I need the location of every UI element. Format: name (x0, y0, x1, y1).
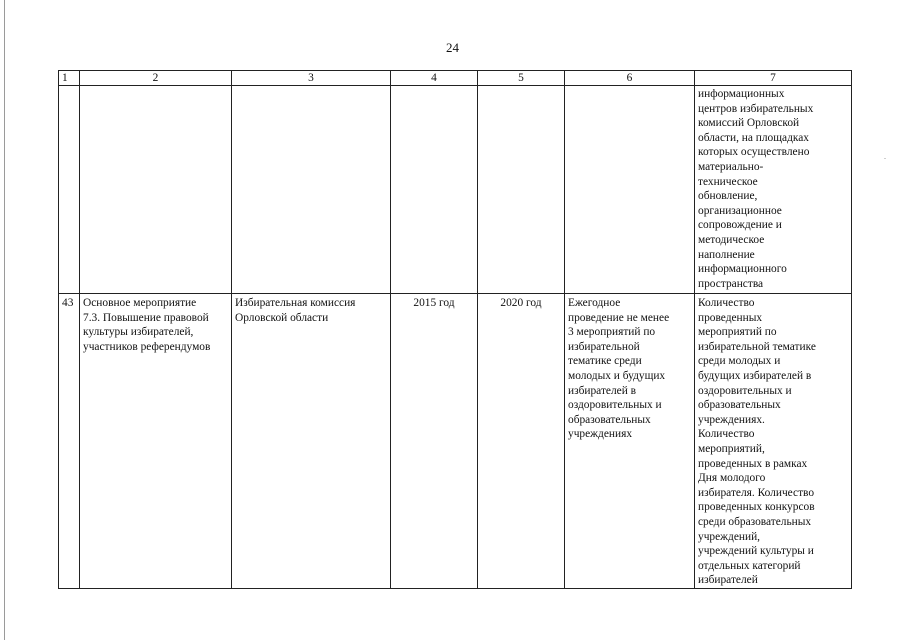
indicators-cell: Количество проведенных мероприятий по избирательной тематике среди молодых и будущих избирателей в оздоровительных и образовательных учреждениях. Количество мероприятий, проведенных в рамках Дня молодого избирателя. Количество проведенных конкурсов среди образовательных учреждений, учреждений культуры и отдельных категорий избирателей (695, 294, 852, 589)
column-number-3: 3 (232, 71, 391, 86)
end-year-cell: 2020 год (478, 294, 565, 589)
column-number-7: 7 (695, 71, 852, 86)
page-number: 24 (446, 40, 459, 55)
event-name-cell: Основное мероприятие 7.3. Повышение правовой культуры избирателей, участников референдумов (80, 294, 232, 589)
continuation-row (59, 86, 852, 294)
cell-empty (391, 86, 478, 294)
row-number-cell: 43 (59, 294, 80, 589)
continuation-indicators-cell: информационных центров избирательных комиссий Орловской области, на площадках которых осуществлено материально- техническое обновление, организационное сопровождение и методическое наполнение информационного пространства (695, 86, 852, 294)
start-year-cell: 2015 год (391, 294, 478, 589)
expected-result-cell: Ежегодное проведение не менее 3 мероприятий по избирательной тематике среди молодых и будущих избирателей в оздоровительных и образовательных учреждениях (565, 294, 695, 589)
cell-empty (232, 86, 391, 294)
executor-cell: Избирательная комиссия Орловской области (232, 294, 391, 589)
column-number-4: 4 (391, 71, 478, 86)
cell-empty (565, 86, 695, 294)
column-number-2: 2 (80, 71, 232, 86)
column-number-1: 1 (59, 71, 80, 86)
cell-empty (478, 86, 565, 294)
cell-empty (59, 86, 80, 294)
column-number-6: 6 (565, 71, 695, 86)
cell-empty (80, 86, 232, 294)
column-number-5: 5 (478, 71, 565, 86)
column-number-row (59, 71, 852, 86)
program-table (58, 70, 852, 589)
scan-left-edge (4, 0, 5, 640)
table-row (59, 294, 852, 589)
scan-speck (884, 158, 886, 159)
